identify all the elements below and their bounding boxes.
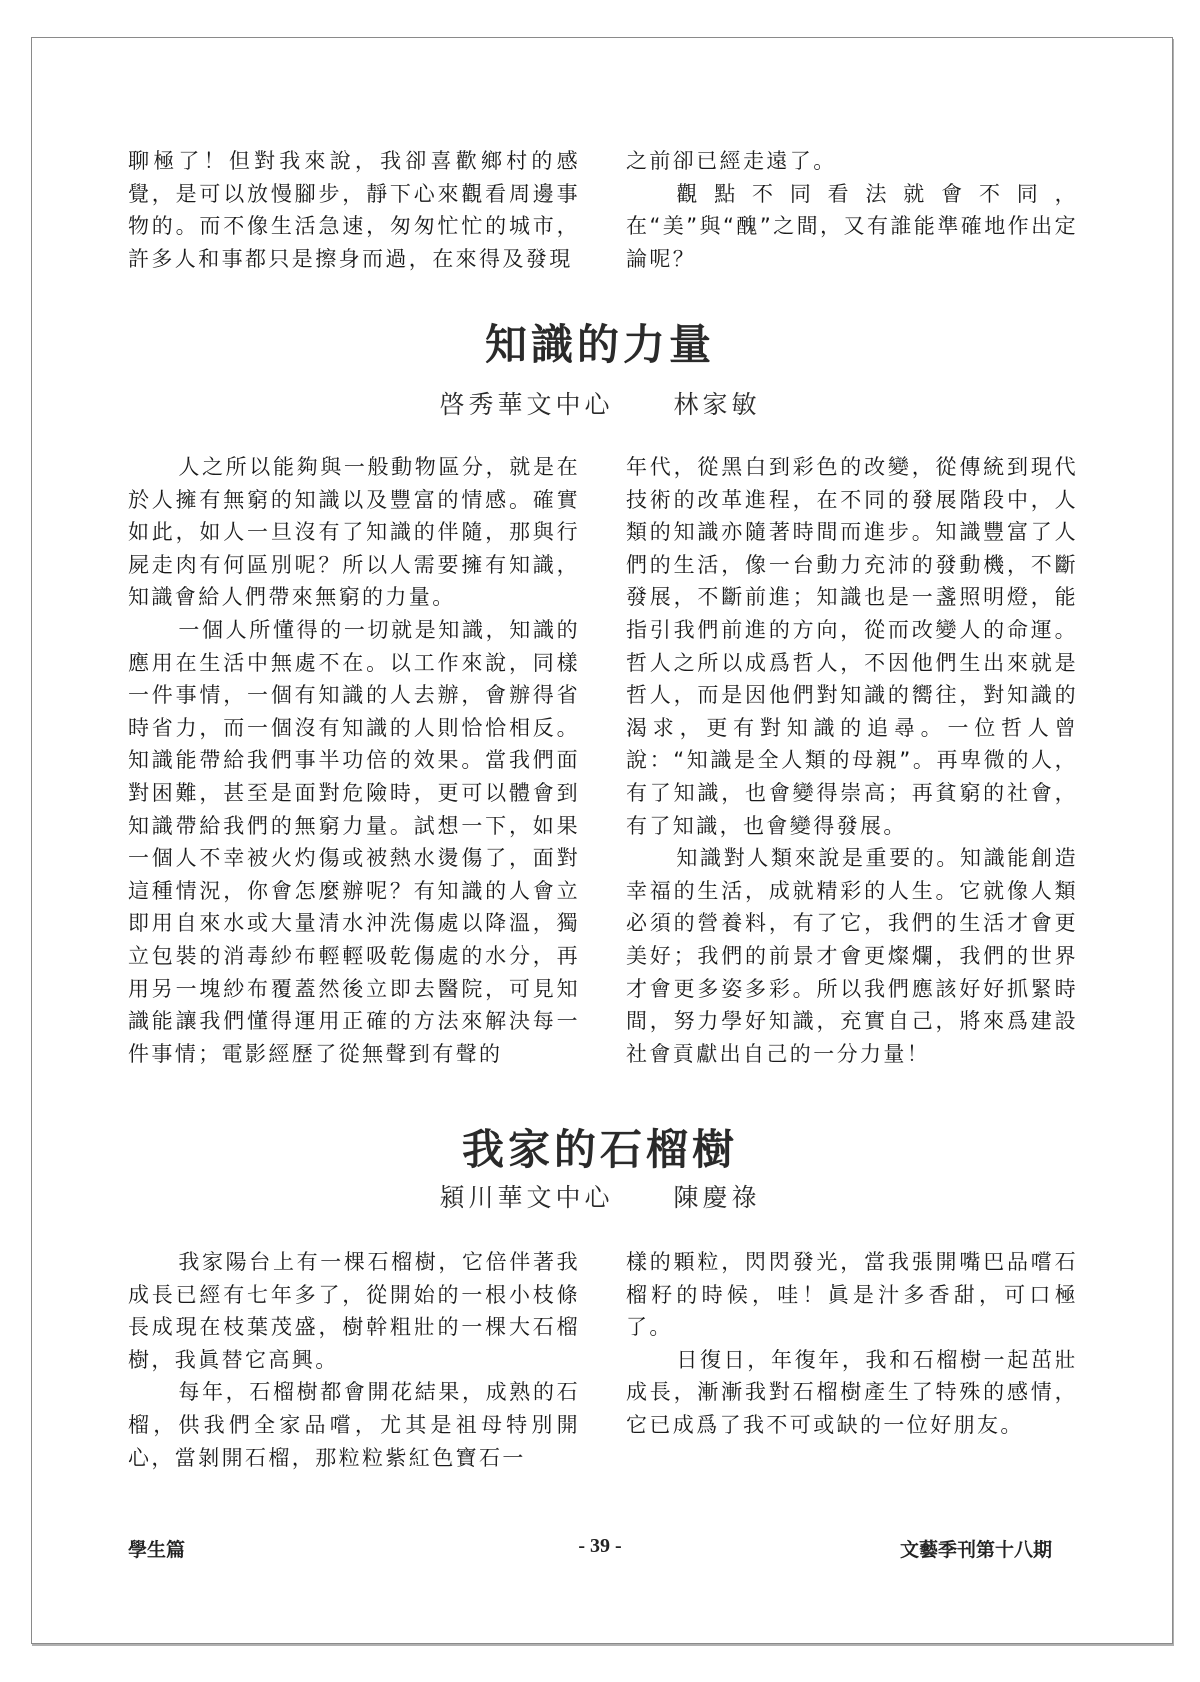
- previous-article-right-column: [626, 145, 1078, 275]
- article2-left-column: [128, 1246, 580, 1474]
- paragraph: 人之所以能夠與一般動物區分，就是在於人擁有無窮的知識以及豐富的情感。確實如此，如人一旦沒有了知識的伴隨，那與行屍走肉有何區別呢？所以人需要擁有知識，知識會給人們帶來無窮的力量。: [128, 455, 580, 610]
- page-number: - 39 -: [578, 1535, 622, 1557]
- article-title: 我家的石榴樹: [461, 1125, 738, 1174]
- footer-section-name: 學生篇: [128, 1539, 186, 1561]
- article2-right-column: [626, 1246, 1078, 1442]
- footer-publication: 文藝季刊第十八期: [899, 1539, 1052, 1561]
- author-name: 陳慶祿: [673, 1183, 761, 1212]
- school-name: 啓秀華文中心: [439, 390, 614, 419]
- paragraph: 樣的顆粒，閃閃發光，當我張開嘴巴品嚐石榴籽的時候，哇！眞是汁多香甜，可口極了。: [626, 1250, 1078, 1340]
- paragraph: 知識對人類來說是重要的。知識能創造幸福的生活，成就精彩的人生。它就像人類必須的營養料，有了它，我們的生活才會更美好；我們的前景才會更燦爛，我們的世界才會更多姿多彩。所以我們應該好好抓緊時間，努力學好知識，充實自己，將來爲建設社會貢獻出自己的一分力量！: [626, 846, 1078, 1066]
- author-name: 林家敏: [673, 390, 761, 419]
- paragraph: 年代，從黑白到彩色的改變，從傳統到現代技術的改革進程，在不同的發展階段中，人類的知識亦隨著時間而進步。知識豐富了人們的生活，像一台動力充沛的發動機，不斷發展，不斷前進；知識也是一盞照明燈，能指引我們前進的方向，從而改變人的命運。哲人之所以成爲哲人，不因他們生出來就是哲人，而是因他們對知識的嚮往，對知識的渴求，更有對知識的追尋。一位哲人曾說：“知識是全人類的母親”。再卑微的人，有了知識，也會變得崇高；再貧窮的社會，有了知識，也會變得發展。: [626, 455, 1078, 838]
- paragraph: 觀點不同看法就會不同，在“美”與“醜”之間，又有誰能準確地作出定論呢？: [626, 181, 1078, 271]
- paragraph: 每年，石榴樹都會開花結果，成熟的石榴，供我們全家品嚐，尤其是祖母特別開心，當剝開石榴，那粒粒紫紅色寶石一: [128, 1380, 580, 1470]
- previous-article-left-column: [128, 145, 580, 275]
- paragraph: 聊極了！但對我來說，我卻喜歡鄉村的感覺，是可以放慢腳步，靜下心來觀看周邊事物的。而不像生活急速，匆匆忙忙的城市，許多人和事都只是擦身而過，在來得及發現: [128, 149, 580, 271]
- paragraph: 之前卻已經走遠了。: [626, 149, 837, 173]
- article-byline: [0, 1178, 1200, 1214]
- article1-left-column: [128, 451, 580, 1070]
- paragraph: 一個人所懂得的一切就是知識，知識的應用在生活中無處不在。以工作來說，同樣一件事情，一個有知識的人去辦，會辦得省時省力，而一個沒有知識的人則恰恰相反。知識能帶給我們事半功倍的效果。當我們面對困難，甚至是面對危險時，更可以體會到知識帶給我們的無窮力量。試想一下，如果一個人不幸被火灼傷或被熱水燙傷了，面對這種情況，你會怎麼辦呢？有知識的人會立即用自來水或大量清水沖洗傷處以降溫，獨立包裝的消毒紗布輕輕吸乾傷處的水分，再用另一塊紗布覆蓋然後立即去醫院，可見知識能讓我們懂得運用正確的方法來解決每一件事情；電影經歷了從無聲到有聲的: [128, 617, 580, 1066]
- paragraph: 我家陽台上有一棵石榴樹，它倍伴著我成長已經有七年多了，從開始的一根小枝條長成現在枝葉茂盛，樹幹粗壯的一棵大石榴樹，我眞替它高興。: [128, 1250, 580, 1372]
- article-byline: [0, 385, 1200, 421]
- paragraph: 日復日，年復年，我和石榴樹一起茁壯成長，漸漸我對石榴樹產生了特殊的感情，它已成爲了我不可或缺的一位好朋友。: [626, 1347, 1078, 1437]
- article-title: 知識的力量: [484, 320, 715, 369]
- article1-right-column: [626, 451, 1078, 1070]
- school-name: 潁川華文中心: [439, 1183, 614, 1212]
